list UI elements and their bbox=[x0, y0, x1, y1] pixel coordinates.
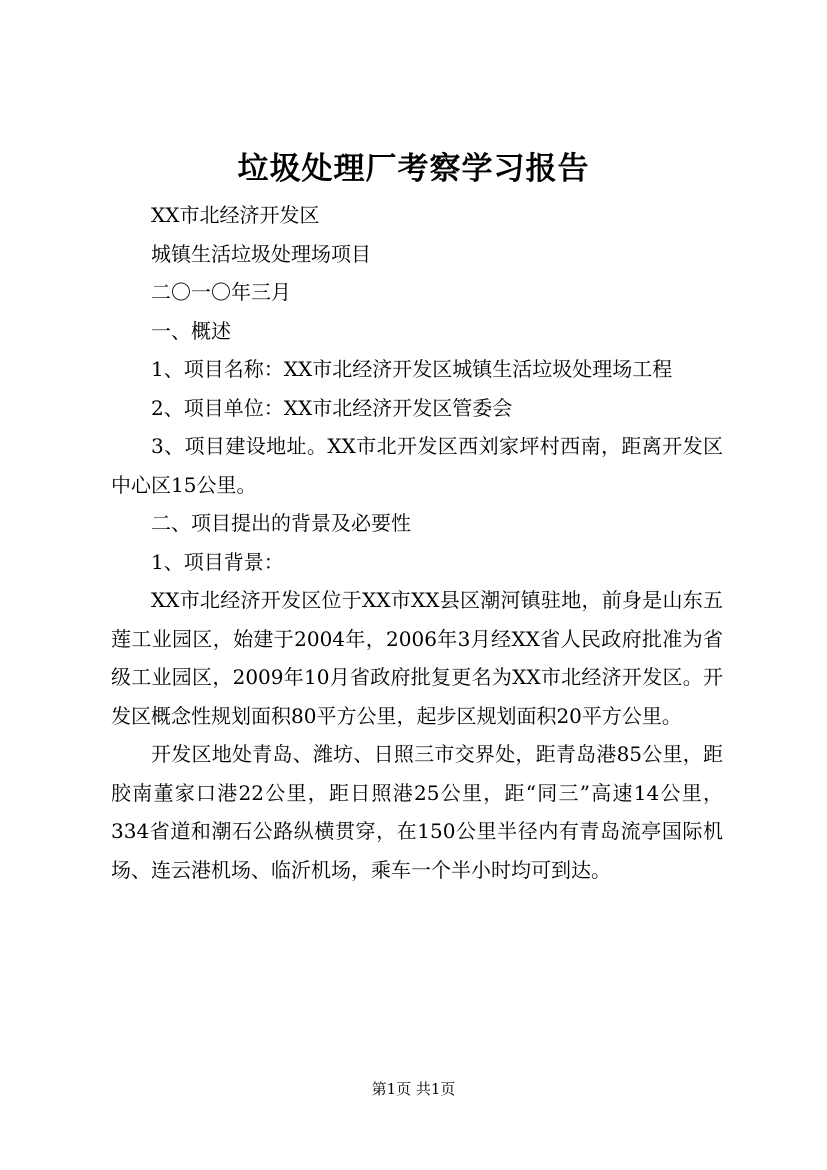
document-title: 垃圾处理厂考察学习报告 bbox=[237, 151, 590, 187]
paragraph-zone-name: XX市北经济开发区 bbox=[151, 203, 320, 227]
paragraph-background-2: 开发区地处青岛、潍坊、日照三市交界处，距青岛港85公里，距胶南董家口港22公里，距日照港25公里，距“同三”高速14公里，334省道和潮石公路纵横贯穿，在150公里半径内有青岛流亭国际机场、连云港机场、临沂机场，乘车一个半小时均可到达。 bbox=[111, 742, 723, 882]
paragraph-background-label: 1、项目背景： bbox=[151, 549, 284, 574]
document-body bbox=[111, 196, 723, 889]
paragraph-date: 二〇一〇年三月 bbox=[151, 280, 291, 304]
paragraph-item-2: 2、项目单位：XX市北经济开发区管委会 bbox=[151, 395, 513, 420]
paragraph-item-3: 3、项目建设地址。XX市北开发区西刘家坪村西南，距离开发区中心区15公里。 bbox=[111, 434, 723, 497]
paragraph-project-name: 城镇生活垃圾处理场项目 bbox=[151, 241, 371, 266]
section-heading-background: 二、项目提出的背景及必要性 bbox=[151, 511, 411, 535]
paragraph-item-1: 1、项目名称：XX市北经济开发区城镇生活垃圾处理场工程 bbox=[151, 357, 673, 381]
page-footer: 第1页 共1页 bbox=[371, 1080, 456, 1098]
paragraph-background-1: XX市北经济开发区位于XX市XX县区潮河镇驻地，前身是山东五莲工业园区，始建于2004年，2006年3月经XX省人民政府批准为省级工业园区，2009年10月省政府批复更名为XX市北经济开发区。开发区概念性规划面积80平方公里，起步区规划面积20平方公里。 bbox=[111, 588, 723, 728]
section-heading-overview: 一、概述 bbox=[151, 318, 231, 343]
